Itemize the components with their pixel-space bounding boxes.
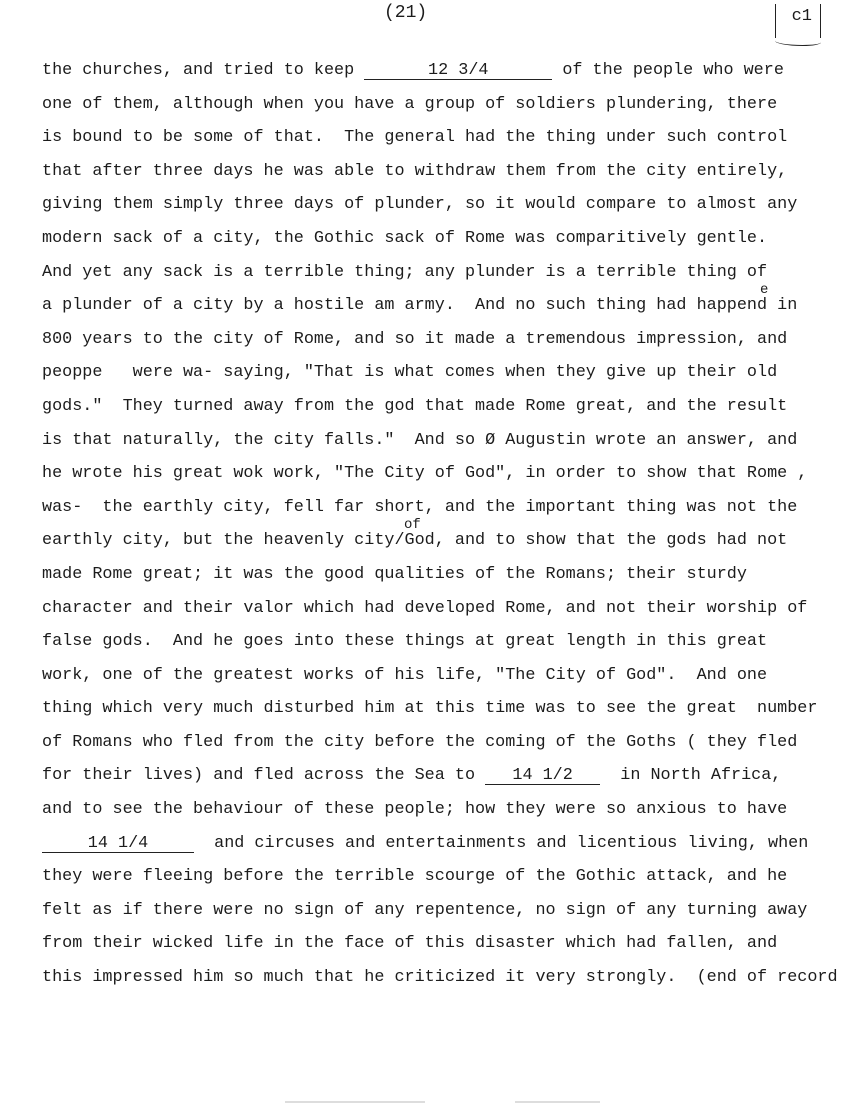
text-line: And yet any sack is a terrible thing; any plunder is a terrible thing of bbox=[42, 262, 768, 282]
text-line bbox=[42, 827, 838, 861]
text-line: peoppe were wa- saying, "That is what comes when they give up their old bbox=[42, 363, 778, 383]
page-number: (21) bbox=[384, 3, 428, 23]
bottom-edge-mark bbox=[515, 1101, 600, 1103]
text-line: from their wicked life in the face of this disaster which had fallen, and bbox=[42, 934, 778, 954]
line-text: for their lives) and fled across the Sea to bbox=[42, 766, 486, 786]
fill-in-blank: 14 1/4 bbox=[42, 835, 194, 853]
text-line: felt as if there were no sign of any repentence, no sign of any turning away bbox=[42, 900, 808, 920]
fill-in-blank: 14 1/2 bbox=[485, 767, 600, 785]
text-line: he wrote his great wok work, "The City of God", in order to show that Rome , bbox=[42, 464, 808, 484]
text-line: modern sack of a city, the Gothic sack of Rome was comparitively gentle. bbox=[42, 228, 768, 248]
text-line: and to see the behaviour of these people; how they were so anxious to have bbox=[42, 800, 788, 820]
corner-mark-label: c1 bbox=[791, 7, 812, 26]
text-line: earthly city, but the heavenly city/God, and to show that the gods had not bbox=[42, 531, 788, 551]
text-line: giving them simply three days of plunder, so it would compare to almost any bbox=[42, 195, 798, 215]
text-line: character and their valor which had developed Rome, and not their worship of bbox=[42, 598, 808, 618]
text-line: that after three days he was able to withdraw them from the city entirely, bbox=[42, 161, 788, 181]
text-line: is bound to be some of that. The general had the thing under such control bbox=[42, 128, 788, 148]
line-text: of the people who were bbox=[552, 61, 784, 80]
text-line: gods." They turned away from the god that made Rome great, and the result bbox=[42, 396, 788, 416]
handwritten-insertion-e: e bbox=[760, 282, 769, 298]
text-line: they were fleeing before the terrible scourge of the Gothic attack, and he bbox=[42, 867, 788, 887]
text-line bbox=[42, 759, 838, 793]
text-line: made Rome great; it was the good qualities of the Romans; their sturdy bbox=[42, 564, 747, 584]
typed-transcript-body bbox=[42, 54, 838, 995]
line-text: in North Africa, bbox=[600, 766, 782, 786]
fill-in-blank: 12 3/4 bbox=[364, 62, 552, 80]
text-line: of Romans who fled from the city before the coming of the Goths ( they fled bbox=[42, 732, 798, 752]
corner-mark-box bbox=[775, 4, 821, 38]
text-line: was- the earthly city, fell far short, and the important thing was not the bbox=[42, 497, 798, 517]
text-line: thing which very much disturbed him at this time was to see the great number bbox=[42, 699, 818, 719]
text-line: is that naturally, the city falls." And so Ø Augustin wrote an answer, and bbox=[42, 430, 798, 450]
typed-insertion-of: of bbox=[404, 517, 421, 533]
text-line: this impressed him so much that he criticized it very strongly. (end of record bbox=[42, 968, 838, 988]
line-text: the churches, and tried to keep bbox=[42, 61, 365, 80]
text-line: a plunder of a city by a hostile am army. And no such thing had happend in bbox=[42, 296, 798, 316]
text-line bbox=[42, 54, 838, 88]
line-text: and circuses and entertainments and licentious living, when bbox=[194, 833, 809, 853]
text-line: one of them, although when you have a group of soldiers plundering, there bbox=[42, 94, 778, 114]
text-line: work, one of the greatest works of his life, "The City of God". And one bbox=[42, 665, 768, 685]
text-line: 800 years to the city of Rome, and so it made a tremendous impression, and bbox=[42, 329, 788, 349]
bottom-edge-mark bbox=[285, 1101, 425, 1103]
text-line: false gods. And he goes into these things at great length in this great bbox=[42, 632, 768, 652]
